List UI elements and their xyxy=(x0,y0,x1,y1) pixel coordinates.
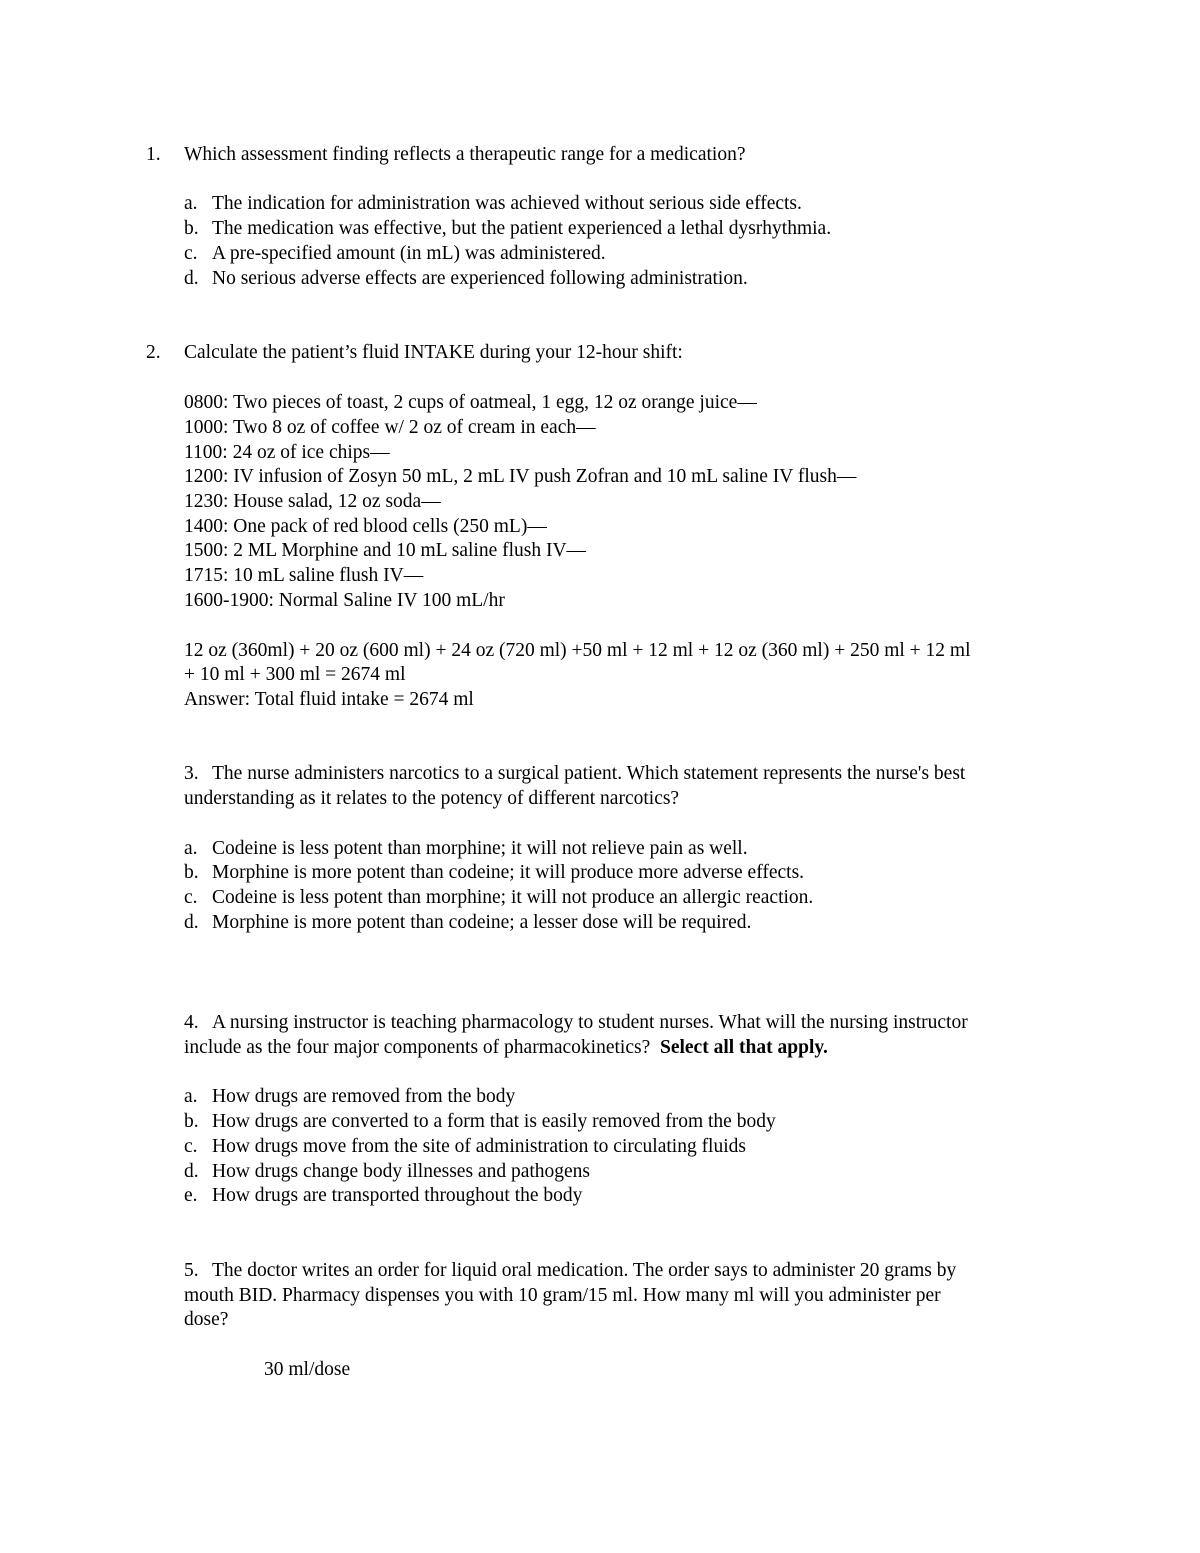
question-text-continued: dose? xyxy=(184,1309,229,1330)
intake-log-line: 1000: Two 8 oz of coffee w/ 2 oz of cream in each— xyxy=(184,417,596,438)
calculation-line: + 10 ml + 300 ml = 2674 ml xyxy=(184,664,406,685)
option-letter: c. xyxy=(184,1136,198,1157)
select-all-emphasis: Select all that apply. xyxy=(659,1037,828,1058)
intake-log-line: 0800: Two pieces of toast, 2 cups of oatmeal, 1 egg, 12 oz orange juice— xyxy=(184,392,757,413)
option-text: How drugs change body illnesses and pathogens xyxy=(212,1161,591,1182)
intake-log-line: 1100: 24 oz of ice chips— xyxy=(184,442,390,463)
question-text: The nurse administers narcotics to a surgical patient. Which statement represents the nurse's best xyxy=(212,763,966,784)
intake-log-line: 1500: 2 ML Morphine and 10 mL saline flush IV— xyxy=(184,540,587,561)
option-letter: d. xyxy=(184,912,199,933)
option-letter: b. xyxy=(184,1111,199,1132)
option-letter: c. xyxy=(184,243,198,264)
intake-log-line: 1600-1900: Normal Saline IV 100 mL/hr xyxy=(184,590,505,611)
option-text: No serious adverse effects are experienced following administration. xyxy=(212,268,748,289)
question-text: The doctor writes an order for liquid oral medication. The order says to administer 20 grams by xyxy=(212,1260,957,1281)
option-letter: e. xyxy=(184,1185,198,1206)
question-text: Calculate the patient’s fluid INTAKE during your 12-hour shift: xyxy=(184,342,683,363)
option-text: Morphine is more potent than codeine; a lesser dose will be required. xyxy=(212,912,752,933)
option-text: Codeine is less potent than morphine; it will not produce an allergic reaction. xyxy=(212,887,814,908)
option-text: The medication was effective, but the patient experienced a lethal dysrhythmia. xyxy=(212,218,832,239)
option-letter: a. xyxy=(184,1086,198,1107)
calculation-line: 12 oz (360ml) + 20 oz (600 ml) + 24 oz (720 ml) +50 ml + 12 ml + 12 oz (360 ml) + 250 ml + 12 ml xyxy=(184,640,971,661)
option-letter: d. xyxy=(184,268,199,289)
intake-log-line: 1230: House salad, 12 oz soda— xyxy=(184,491,441,512)
answer-text: Answer: Total fluid intake = 2674 ml xyxy=(184,689,474,710)
question-text: A nursing instructor is teaching pharmacology to student nurses. What will the nursing instructor xyxy=(212,1012,968,1033)
intake-log-line: 1200: IV infusion of Zosyn 50 mL, 2 mL IV push Zofran and 10 mL saline IV flush— xyxy=(184,466,857,487)
question-text: Which assessment finding reflects a therapeutic range for a medication? xyxy=(184,144,746,165)
option-letter: c. xyxy=(184,887,198,908)
option-text: The indication for administration was achieved without serious side effects. xyxy=(212,193,802,214)
question-number: 5. xyxy=(184,1260,199,1281)
option-letter: a. xyxy=(184,838,198,859)
intake-log-line: 1400: One pack of red blood cells (250 mL)— xyxy=(184,516,547,537)
option-text: How drugs move from the site of administration to circulating fluids xyxy=(212,1136,746,1157)
option-text: How drugs are removed from the body xyxy=(212,1086,516,1107)
option-text: Morphine is more potent than codeine; it will produce more adverse effects. xyxy=(212,862,805,883)
question-number: 4. xyxy=(184,1012,199,1033)
question-number: 1. xyxy=(146,144,161,165)
option-letter: d. xyxy=(184,1161,199,1182)
question-number: 2. xyxy=(146,342,161,363)
option-letter: b. xyxy=(184,862,199,883)
answer-text: 30 ml/dose xyxy=(264,1359,351,1380)
question-text-continued: understanding as it relates to the potency of different narcotics? xyxy=(184,788,680,809)
option-text: How drugs are transported throughout the body xyxy=(212,1185,583,1206)
question-text-continued: mouth BID. Pharmacy dispenses you with 10 gram/15 ml. How many ml will you administer per xyxy=(184,1285,941,1306)
question-text-continued xyxy=(184,1036,828,1060)
option-text: A pre-specified amount (in mL) was administered. xyxy=(212,243,606,264)
question-text: include as the four major components of pharmacokinetics? xyxy=(184,1037,651,1058)
question-number: 3. xyxy=(184,763,199,784)
option-text: How drugs are converted to a form that is easily removed from the body xyxy=(212,1111,776,1132)
option-letter: a. xyxy=(184,193,198,214)
option-text: Codeine is less potent than morphine; it will not relieve pain as well. xyxy=(212,838,748,859)
intake-log-line: 1715: 10 mL saline flush IV— xyxy=(184,565,424,586)
option-letter: b. xyxy=(184,218,199,239)
